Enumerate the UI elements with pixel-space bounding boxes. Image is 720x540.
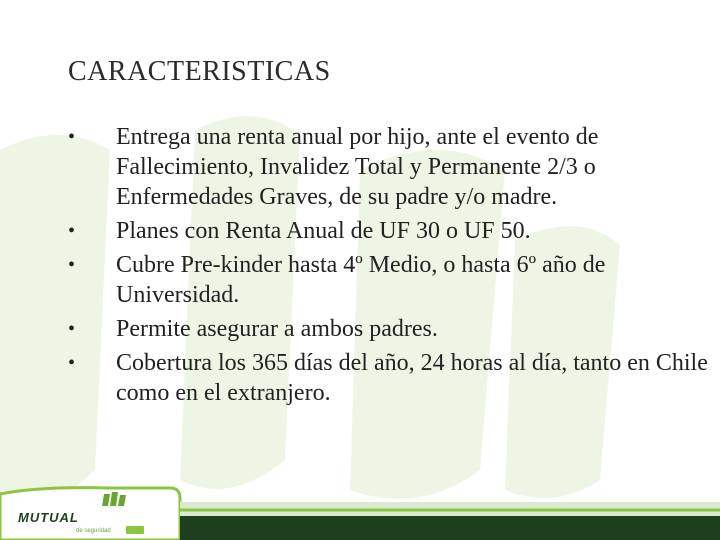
list-item	[68, 314, 708, 344]
bullet-text: Entrega una renta anual por hijo, ante el evento de Fallecimiento, Invalidez Total y Permanente 2/3 o Enfermedades Graves, de su padre y/o madre.	[116, 124, 599, 210]
bullet-icon: •	[68, 220, 76, 242]
bullet-icon: •	[68, 126, 76, 148]
bullet-icon: •	[68, 318, 76, 340]
bullet-icon: •	[68, 254, 76, 276]
logo-text: MUTUAL	[18, 510, 79, 525]
bullet-text: Planes con Renta Anual de UF 30 o UF 50.	[116, 218, 531, 244]
list-item	[68, 216, 708, 246]
bullet-text: Permite asegurar a ambos padres.	[116, 316, 438, 342]
feature-list	[68, 122, 708, 412]
slide-title: CARACTERISTICAS	[68, 56, 331, 87]
bullet-text: Cobertura los 365 días del año, 24 horas al día, tanto en Chile como en el extranjero.	[116, 350, 708, 406]
bullet-icon: •	[68, 352, 76, 374]
list-item	[68, 122, 708, 212]
list-item	[68, 348, 708, 408]
bullet-text: Cubre Pre-kinder hasta 4º Medio, o hasta 6º año de Universidad.	[116, 252, 606, 308]
logo-tagline: de seguridad	[76, 528, 111, 534]
list-item	[68, 250, 708, 310]
